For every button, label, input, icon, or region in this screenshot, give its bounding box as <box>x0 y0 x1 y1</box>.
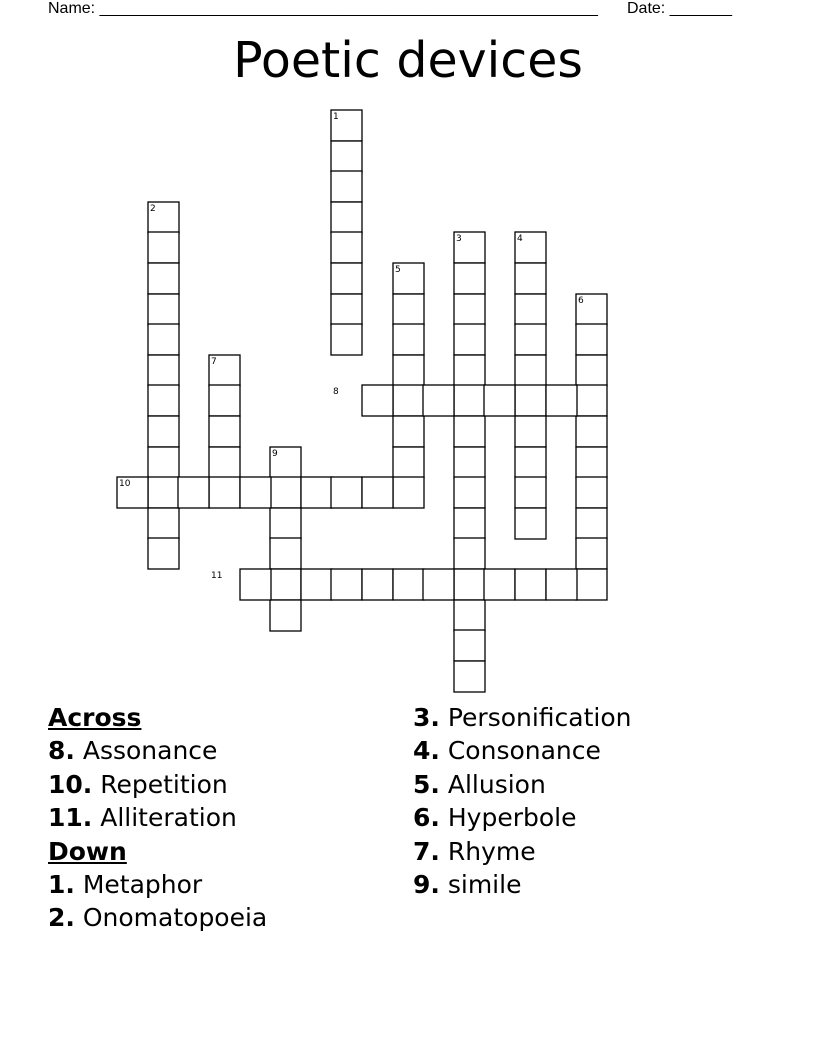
clue-down-3: 3. Personification <box>413 703 632 732</box>
crossword-cell[interactable] <box>331 171 362 202</box>
crossword-cell[interactable] <box>240 569 271 600</box>
clue-number: 6 <box>578 296 584 306</box>
clue-number: 4 <box>517 234 523 244</box>
crossword-cell[interactable] <box>454 630 485 661</box>
clue-number: 7 <box>211 357 217 367</box>
crossword-cell[interactable] <box>301 477 332 508</box>
crossword-cell[interactable] <box>515 263 546 294</box>
crossword-cell[interactable] <box>423 569 454 600</box>
date-field: Date: _______ <box>627 0 732 17</box>
clue-across-8: 8. Assonance <box>48 736 218 766</box>
crossword-cell[interactable] <box>393 355 424 386</box>
crossword-cell[interactable] <box>393 416 424 447</box>
crossword-cell[interactable] <box>454 385 485 416</box>
clue-number: 1 <box>333 112 339 122</box>
crossword-cell[interactable] <box>209 416 240 447</box>
crossword-cell[interactable] <box>393 294 424 325</box>
crossword-cell[interactable] <box>576 508 607 539</box>
crossword-cell[interactable] <box>515 447 546 478</box>
crossword-cell[interactable] <box>148 447 179 478</box>
crossword-cell[interactable] <box>331 141 362 172</box>
crossword-cell[interactable] <box>454 477 485 508</box>
crossword-cell[interactable] <box>362 477 393 508</box>
clue-down-6: 6. Hyperbole <box>413 803 577 833</box>
clue-across-11: 11. Alliteration <box>48 803 237 833</box>
crossword-cell[interactable] <box>576 385 607 416</box>
crossword-cell[interactable] <box>209 447 240 478</box>
crossword-cell[interactable] <box>393 324 424 355</box>
crossword-cell[interactable] <box>546 569 577 600</box>
crossword-cell[interactable] <box>515 294 546 325</box>
crossword-cell[interactable] <box>331 477 362 508</box>
crossword-cell[interactable] <box>576 538 607 569</box>
crossword-cell[interactable] <box>331 232 362 263</box>
crossword-cell[interactable] <box>240 477 271 508</box>
crossword-cell[interactable] <box>148 355 179 386</box>
crossword-cell[interactable] <box>362 385 393 416</box>
clues-left-column <box>48 701 267 935</box>
crossword-cell[interactable] <box>393 385 424 416</box>
clues-right-column <box>413 701 632 901</box>
crossword-cell[interactable] <box>148 232 179 263</box>
crossword-cell[interactable] <box>576 569 607 600</box>
crossword-cell[interactable] <box>331 263 362 294</box>
crossword-cell[interactable] <box>515 385 546 416</box>
crossword-cell[interactable] <box>454 263 485 294</box>
clue-down-1: 1. Metaphor <box>48 870 203 900</box>
down-heading: Down <box>48 836 127 866</box>
crossword-cell[interactable] <box>331 294 362 325</box>
crossword-cell[interactable] <box>515 477 546 508</box>
crossword-cell[interactable] <box>331 202 362 233</box>
name-field: Name: ________________________________________________________ <box>48 0 598 17</box>
crossword-cell[interactable] <box>576 447 607 478</box>
crossword-cell[interactable] <box>484 569 515 600</box>
crossword-cell[interactable] <box>515 324 546 355</box>
crossword-cell[interactable] <box>454 416 485 447</box>
crossword-cell[interactable] <box>484 385 515 416</box>
crossword-cell[interactable] <box>178 477 209 508</box>
crossword-cell[interactable] <box>454 600 485 631</box>
clue-number: 10 <box>119 479 131 489</box>
crossword-cell[interactable] <box>454 355 485 386</box>
crossword-cell[interactable] <box>576 324 607 355</box>
crossword-cell[interactable] <box>270 477 301 508</box>
clue-down-4: 4. Consonance <box>413 736 601 766</box>
clue-number: 9 <box>272 449 278 459</box>
crossword-cell[interactable] <box>148 477 179 508</box>
crossword-cell[interactable] <box>393 477 424 508</box>
crossword-cell[interactable] <box>423 385 454 416</box>
crossword-cell[interactable] <box>454 324 485 355</box>
crossword-cell[interactable] <box>148 324 179 355</box>
crossword-cell[interactable] <box>270 508 301 539</box>
crossword-cell[interactable] <box>515 569 546 600</box>
crossword-cell[interactable] <box>148 263 179 294</box>
clue-number: 3 <box>456 234 462 244</box>
clue-number: 5 <box>395 265 401 275</box>
crossword-cell[interactable] <box>148 538 179 569</box>
crossword-cell[interactable] <box>515 416 546 447</box>
crossword-cell[interactable] <box>331 324 362 355</box>
crossword-cell[interactable] <box>454 294 485 325</box>
crossword-cell[interactable] <box>454 661 485 692</box>
crossword-cell[interactable] <box>148 294 179 325</box>
crossword-cell[interactable] <box>362 569 393 600</box>
clue-down-9: 9. simile <box>413 870 522 900</box>
clue-down-7: 7. Rhyme <box>413 836 536 866</box>
crossword-cell[interactable] <box>576 477 607 508</box>
crossword-cell[interactable] <box>546 385 577 416</box>
clue-number: 2 <box>150 204 156 214</box>
clue-down-5: 5. Allusion <box>413 769 546 799</box>
crossword-cell[interactable] <box>393 447 424 478</box>
crossword-cell[interactable] <box>454 447 485 478</box>
crossword-cell[interactable] <box>148 508 179 539</box>
across-heading: Across <box>48 703 142 732</box>
crossword-cell[interactable] <box>148 385 179 416</box>
crossword-cell[interactable] <box>576 416 607 447</box>
crossword-cell[interactable] <box>209 477 240 508</box>
crossword-cell[interactable] <box>454 538 485 569</box>
crossword-cell[interactable] <box>270 600 301 631</box>
clue-down-2: 2. Onomatopoeia <box>48 903 268 933</box>
crossword-cell[interactable] <box>270 538 301 569</box>
clue-number: 8 <box>333 387 339 397</box>
crossword-cell[interactable] <box>270 569 301 600</box>
crossword-cell[interactable] <box>454 508 485 539</box>
crossword-cell[interactable] <box>393 569 424 600</box>
crossword-cell[interactable] <box>148 416 179 447</box>
crossword-cell[interactable] <box>576 355 607 386</box>
crossword-cell[interactable] <box>515 508 546 539</box>
clue-across-10: 10. Repetition <box>48 769 228 799</box>
crossword-cell[interactable] <box>209 385 240 416</box>
crossword-cell[interactable] <box>454 569 485 600</box>
crossword-cell[interactable] <box>515 355 546 386</box>
clue-number: 11 <box>211 571 223 581</box>
crossword-cell[interactable] <box>301 569 332 600</box>
crossword-cell[interactable] <box>331 569 362 600</box>
page-title: Poetic devices <box>233 32 583 89</box>
